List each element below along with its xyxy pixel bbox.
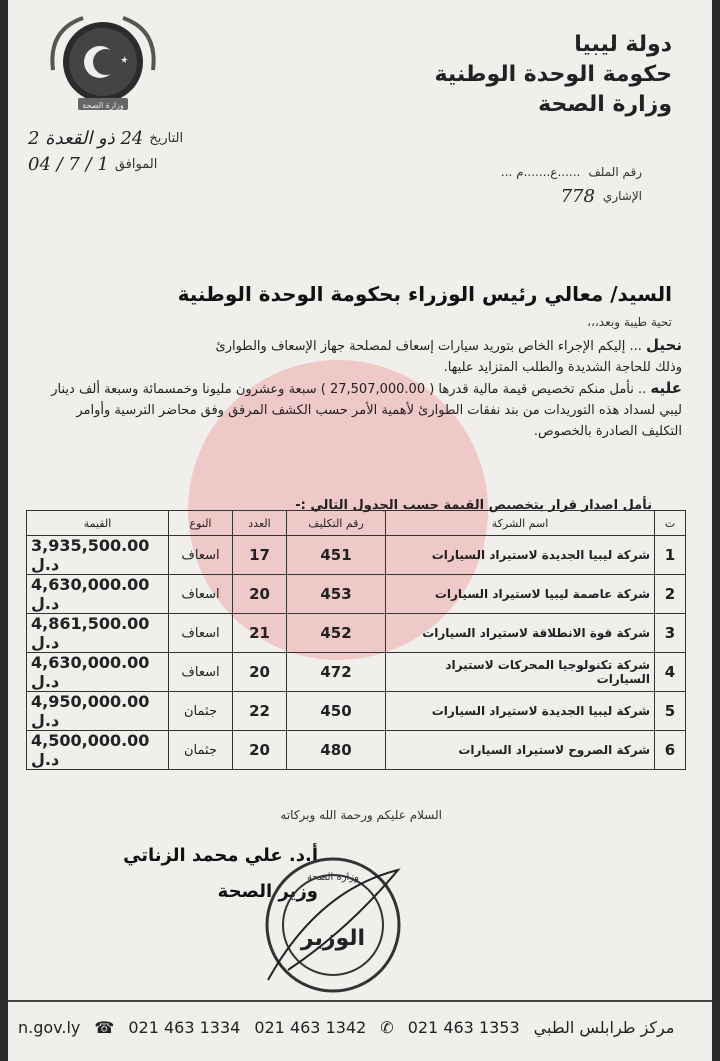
row-type: جثمان	[169, 692, 233, 731]
row-value: 4,630,000.00 د.ل	[27, 653, 169, 692]
date-block	[28, 125, 188, 177]
header-company: اسم الشركة	[386, 511, 655, 536]
table-row	[27, 575, 686, 614]
footer-phone-3: 021 463 1353	[407, 1017, 520, 1037]
row-index: 1	[655, 536, 686, 575]
row-company: شركة الصروح لاستيراد السيارات	[386, 731, 655, 770]
table-row	[27, 614, 686, 653]
row-count: 20	[233, 653, 287, 692]
row-type: جثمان	[169, 731, 233, 770]
row-order: 451	[287, 536, 386, 575]
table-row	[27, 731, 686, 770]
phone-icon: ✆	[380, 1017, 394, 1037]
row-type: اسعاف	[169, 614, 233, 653]
header-value: القيمة	[27, 511, 169, 536]
row-company: شركة ليبيا الجديدة لاستيراد السيارات	[386, 692, 655, 731]
row-company: شركة تكنولوجيا المحركات لاستيراد السيارات	[386, 653, 655, 692]
row-count: 22	[233, 692, 287, 731]
table-row	[27, 692, 686, 731]
row-index: 3	[655, 614, 686, 653]
stamp-text: الوزير	[300, 926, 366, 951]
row-count: 20	[233, 731, 287, 770]
row-count: 21	[233, 614, 287, 653]
addressee: السيد/ معالي رئيس الوزراء بحكومة الوحدة الوطنية	[177, 282, 672, 306]
body-paragraph-2: وذلك للحاجة الشديدة والطلب المتزايد عليها.	[443, 360, 682, 375]
footer-phone-1: 021 463 1334	[128, 1017, 241, 1037]
footer	[8, 1000, 712, 1052]
fax-icon: ☎	[94, 1017, 115, 1037]
closing-salutation: السلام عليكم ورحمة الله وبركاته	[280, 808, 442, 822]
footer-website: n.gov.ly	[18, 1017, 81, 1037]
row-order: 452	[287, 614, 386, 653]
crescent-star-emblem-icon	[38, 10, 168, 115]
body-paragraph-1: ... إليكم الإجراء الخاص بتوريد سيارات إسعاف لمصلحة جهاز الإسعاف والطوارئ	[215, 339, 642, 354]
row-value: 4,950,000.00 د.ل	[27, 692, 169, 731]
body-lead-2: عليه	[650, 379, 682, 397]
stamp-ring-text: وزارة الصحة	[307, 872, 359, 883]
corresponding-date-label: الموافق	[114, 156, 158, 172]
ministry-name: وزارة الصحة	[538, 92, 672, 117]
row-index: 5	[655, 692, 686, 731]
header-order: رقم التكليف	[287, 511, 386, 536]
row-value: 4,861,500.00 د.ل	[27, 614, 169, 653]
row-order: 453	[287, 575, 386, 614]
date-label: التاريخ	[149, 130, 184, 146]
row-count: 17	[233, 536, 287, 575]
footer-phone-2: 021 463 1342	[254, 1017, 367, 1037]
file-number-label: رقم الملف	[588, 165, 642, 179]
row-value: 3,935,500.00 د.ل	[27, 536, 169, 575]
row-order: 472	[287, 653, 386, 692]
table-row	[27, 536, 686, 575]
signer-name: أ.د. علي محمد الزناتي	[123, 845, 318, 866]
greeting: تحية طيبة وبعد،،،	[587, 315, 672, 329]
body-lead-1: نحيل	[646, 336, 682, 354]
row-company: شركة قوة الانطلاقة لاستيراد السيارات	[386, 614, 655, 653]
footer-address: مركز طرابلس الطبي	[533, 1017, 675, 1037]
signer-title: وزير الصحة	[217, 881, 318, 902]
table-title: نأمل اصدار قرار بتخصيص القيمة حسب الجدول التالي :-	[295, 498, 652, 513]
row-count: 20	[233, 575, 287, 614]
state-name: دولة ليبيا	[574, 32, 672, 57]
row-type: اسعاف	[169, 536, 233, 575]
row-value: 4,630,000.00 د.ل	[27, 575, 169, 614]
logo-label: وزارة الصحة	[82, 101, 124, 110]
file-number-value: ......ع.......م ...	[500, 165, 581, 179]
document-page	[8, 0, 712, 1061]
header-count: العدد	[233, 511, 287, 536]
row-type: اسعاف	[169, 575, 233, 614]
row-company: شركة عاصمة ليبيا لاستيراد السيارات	[386, 575, 655, 614]
reference-value: 778	[560, 185, 595, 207]
table-header-row	[27, 511, 686, 536]
body-paragraph-3: .. نأمل منكم تخصيص قيمة مالية قدرها ( 27,507,000.00 ) سبعة وعشرون مليونا وخمسمائة وسبعة ألف دينار ليبي لسداد هذه التوريدات من بند نفقات الطوارئ لأهمية الأمر حسب الكشف المرفق وفق محاضر الترسية وأوامر التكليف الصادرة بالخصوص.	[51, 382, 682, 439]
reference-block	[472, 160, 642, 208]
table-row	[27, 653, 686, 692]
row-index: 4	[655, 653, 686, 692]
row-type: اسعاف	[169, 653, 233, 692]
row-index: 2	[655, 575, 686, 614]
government-name: حكومة الوحدة الوطنية	[434, 62, 672, 87]
letter-body	[48, 335, 682, 442]
minister-stamp	[258, 850, 408, 1000]
header-index: ت	[655, 511, 686, 536]
row-order: 450	[287, 692, 386, 731]
row-order: 480	[287, 731, 386, 770]
allocation-table	[26, 510, 686, 770]
row-index: 6	[655, 731, 686, 770]
letterhead	[435, 30, 673, 120]
row-value: 4,500,000.00 د.ل	[27, 731, 169, 770]
row-company: شركة ليبيا الجديدة لاستيراد السيارات	[386, 536, 655, 575]
signature-scribble	[268, 870, 398, 980]
reference-label: الإشاري	[602, 189, 642, 203]
date-value: 24 ذو القعدة 2	[28, 127, 144, 149]
header-type: النوع	[169, 511, 233, 536]
corresponding-date-value: 1 / 7 / 04	[28, 153, 109, 175]
